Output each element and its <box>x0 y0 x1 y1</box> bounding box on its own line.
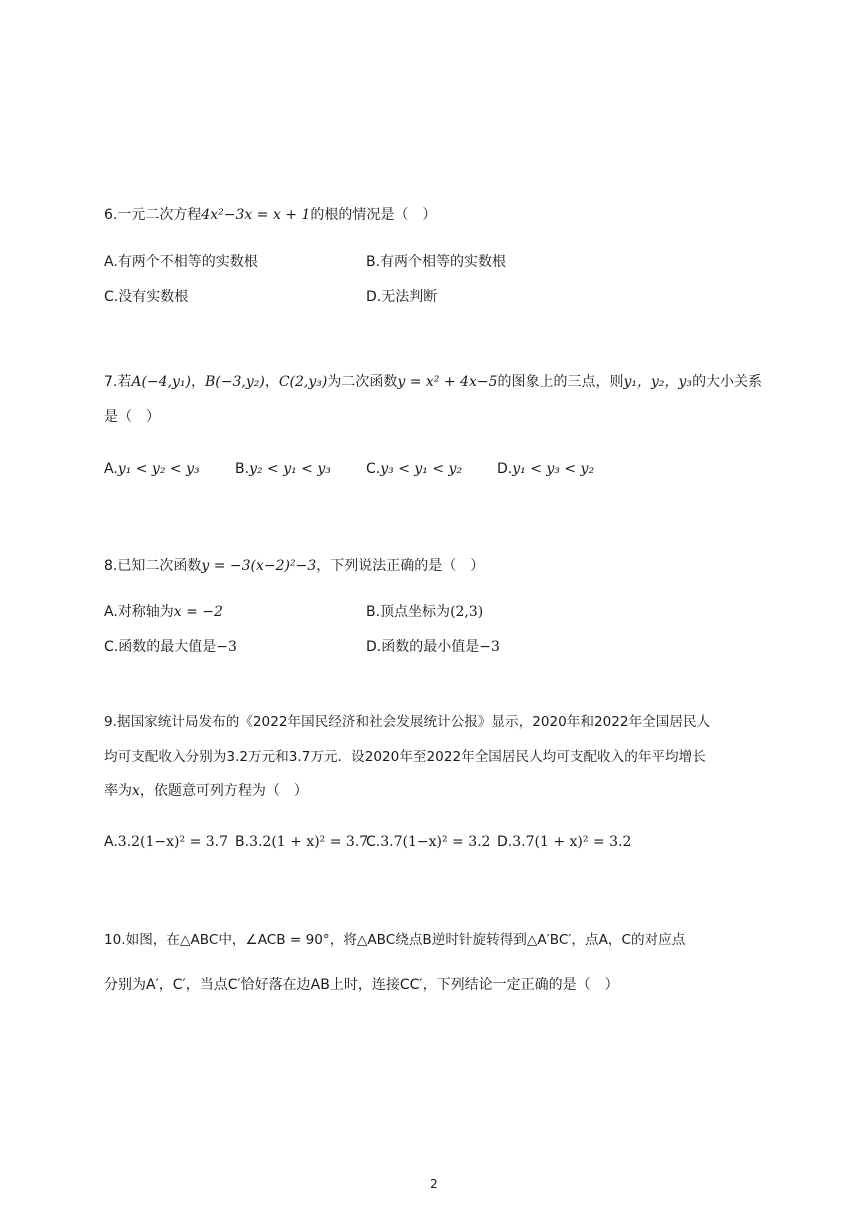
q8-option-a-expr: x = −2 <box>173 604 223 620</box>
q6-option-c: C.没有实数根 <box>104 289 189 305</box>
q8-option-b-label: B.顶点坐标为 <box>366 604 451 620</box>
q9-option-b-label: B. <box>235 834 250 850</box>
q7-stem-line2: 是（ ） <box>104 409 160 425</box>
q10-stem-line1: 10.如图，在△ABC中，∠ACB = 90°，将△ABC绕点B逆时针旋转得到△A′BC′，点A，C的对应点 <box>104 932 686 948</box>
q8-option-b <box>366 602 483 622</box>
q9-option-d-label: D. <box>497 834 513 850</box>
q9-stem-line2: 均可支配收入分别为3.2万元和3.7万元．设2020年至2022年全国居民人均可支配收入的年平均增长 <box>104 749 706 765</box>
q7-vars: y₁，y₂，y₃ <box>623 374 693 390</box>
q9-line3-suffix: ，依题意可列方程为（ ） <box>139 783 308 799</box>
q9-option-c-expr: 3.7(1−x)² = 3.2 <box>380 834 491 850</box>
q8-function: y = −3(x−2)²−3 <box>201 558 317 574</box>
question-8-stem <box>104 556 484 576</box>
q7-option-b <box>235 459 331 479</box>
q7-option-d <box>497 459 594 479</box>
question-7-stem: 7.若A(−4,y₁)，B(−3,y₂)，C(2,y₃)为二次函数y = x² + 4x−5的图象上的三点，则y₁，y₂，y₃的大小关系 <box>104 374 763 390</box>
q9-option-c <box>366 832 490 852</box>
q9-stem-line3 <box>104 781 308 801</box>
q7-tail2: 的大小关系 <box>692 374 763 390</box>
q8-suffix: ，下列说法正确的是（ ） <box>316 558 485 574</box>
question-6-stem <box>104 205 436 225</box>
q7-option-c-expr: y₃ < y₁ < y₂ <box>380 461 463 477</box>
q6-equation: 4x²−3x = x + 1 <box>201 207 311 223</box>
q8-option-c-expr: −3 <box>216 639 237 655</box>
q7-point-b: B(−3,y₂) <box>205 374 265 390</box>
q9-line3-prefix: 率为 <box>104 783 132 799</box>
q7-option-a-expr: y₁ < y₂ < y₃ <box>117 461 200 477</box>
q9-option-a <box>104 832 228 852</box>
q6-suffix: 的根的情况是（ ） <box>310 207 437 223</box>
q7-option-a-label: A. <box>104 461 118 477</box>
q7-option-d-expr: y₁ < y₃ < y₂ <box>512 461 595 477</box>
q8-option-b-expr: (2,3) <box>450 604 484 620</box>
q7-option-d-label: D. <box>497 461 513 477</box>
q9-option-d-expr: 3.7(1 + x)² = 3.2 <box>512 834 632 850</box>
q6-option-a: A.有两个不相等的实数根 <box>104 254 258 270</box>
q8-option-a <box>104 602 223 622</box>
q6-option-b: B.有两个相等的实数根 <box>366 254 507 270</box>
q9-option-c-label: C. <box>366 834 381 850</box>
q9-variable: x <box>132 783 140 799</box>
q8-option-c <box>104 637 237 657</box>
q7-prefix: 7.若 <box>104 374 132 390</box>
page-number: 2 <box>430 1177 438 1191</box>
q6-prefix: 6.一元二次方程 <box>104 207 202 223</box>
q9-option-d <box>497 832 631 852</box>
q7-point-c: C(2,y₃) <box>278 374 328 390</box>
q7-option-c <box>366 459 462 479</box>
q7-tail: 的图象上的三点，则 <box>497 374 624 390</box>
q8-option-a-label: A.对称轴为 <box>104 604 174 620</box>
q10-stem-line2: 分别为A′，C′，当点C′恰好落在边AB上时，连接CC′，下列结论一定正确的是（ ） <box>104 977 619 993</box>
q8-option-c-label: C.函数的最大值是 <box>104 639 217 655</box>
q9-option-b-expr: 3.2(1 + x)² = 3.7 <box>249 834 369 850</box>
q7-option-a <box>104 459 200 479</box>
q8-option-d-label: D.函数的最小值是 <box>366 639 480 655</box>
q6-option-d: D.无法判断 <box>366 289 438 305</box>
q7-option-c-label: C. <box>366 461 381 477</box>
q7-function: y = x² + 4x−5 <box>397 374 498 390</box>
q9-option-a-label: A. <box>104 834 118 850</box>
q7-point-a: A(−4,y₁) <box>131 374 192 390</box>
q9-option-b <box>235 832 368 852</box>
q9-stem-line1: 9.据国家统计局发布的《2022年国民经济和社会发展统计公报》显示，2020年和2022年全国居民人 <box>104 714 711 730</box>
q8-option-d-expr: −3 <box>479 639 500 655</box>
q8-prefix: 8.已知二次函数 <box>104 558 202 574</box>
q7-mid: 为二次函数 <box>327 374 398 390</box>
q7-option-b-label: B. <box>235 461 250 477</box>
q7-option-b-expr: y₂ < y₁ < y₃ <box>249 461 331 477</box>
q8-option-d <box>366 637 500 657</box>
q9-option-a-expr: 3.2(1−x)² = 3.7 <box>117 834 229 850</box>
